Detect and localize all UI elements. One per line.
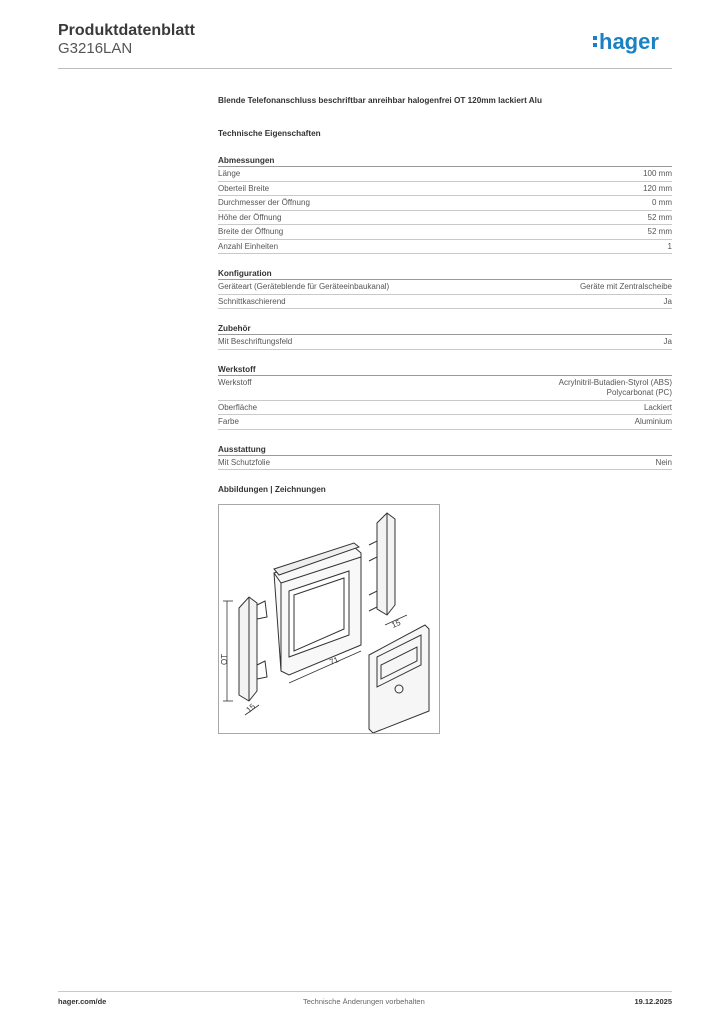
spec-section [218,156,672,254]
spec-row [218,456,672,471]
spec-label: Oberteil Breite [218,183,270,193]
spec-row [218,240,672,255]
section-title: Zubehör [218,324,672,335]
spec-value-line: Acrylnitril-Butadien-Styrol (ABS) [558,377,672,387]
spec-value: 100 mm [643,169,672,178]
spec-value: 52 mm [647,212,672,222]
section-title: Konfiguration [218,269,672,280]
spec-row [218,280,672,295]
page-title: Produktdatenblatt [58,22,195,39]
spec-label: Anzahl Einheiten [218,241,279,251]
spec-value: Ja [663,337,672,346]
spec-label: Breite der Öffnung [218,227,284,236]
spec-value: 120 mm [643,183,672,193]
spec-row [218,295,672,310]
spec-value: Geräte mit Zentralscheibe [579,282,672,291]
dimension-15-bottom: 15 [244,701,258,715]
spec-row [218,167,672,182]
technical-drawing [218,504,440,734]
spec-value [559,378,672,400]
spec-row [218,376,672,401]
spec-row [218,401,672,416]
footer-website[interactable]: hager.com/de [58,997,107,1006]
tech-properties-heading: Technische Eigenschaften [218,129,321,138]
dimension-ot: OT [220,653,229,665]
spec-value-line: Polycarbonat (PC) [606,387,672,397]
datasheet-content [218,96,672,497]
dimension-15-right: 15 [390,617,402,630]
spec-label: Farbe [218,417,239,426]
spec-value: Aluminium [634,417,672,426]
hager-logo [593,28,675,56]
dimension-71: 71 [328,654,340,667]
product-description: Blende Telefonanschluss beschriftbar anreihbar halogenfrei OT 120mm lackiert Alu [218,96,542,105]
section-title: Abmessungen [218,156,672,167]
spec-value: 0 mm [652,198,672,207]
spec-label: Mit Schutzfolie [218,457,271,467]
spec-row [218,182,672,197]
spec-sections [218,156,672,470]
spec-label: Geräteart (Geräteblende für Geräteeinbaukanal) [218,282,390,291]
spec-label: Höhe der Öffnung [218,212,282,222]
header-divider [58,68,672,69]
spec-section [218,365,672,430]
footer-date: 19.12.2025 [634,997,672,1006]
spec-value: 1 [667,241,672,251]
spec-row [218,415,672,430]
spec-value: Ja [663,296,672,306]
section-title: Werkstoff [218,365,672,376]
spec-row [218,225,672,240]
spec-row [218,335,672,350]
spec-label: Durchmesser der Öffnung [218,198,310,207]
footer-notice: Technische Änderungen vorbehalten [303,997,425,1006]
drawing-svg [219,505,439,733]
section-title: Ausstattung [218,445,672,456]
spec-section [218,445,672,471]
spec-value: Lackiert [643,402,672,412]
spec-section [218,269,672,309]
spec-row [218,211,672,226]
spec-label: Mit Beschriftungsfeld [218,337,293,346]
spec-label: Oberfläche [218,402,258,412]
spec-label: Länge [218,169,241,178]
spec-label: Schnittkaschierend [218,296,286,306]
figures-heading: Abbildungen | Zeichnungen [218,485,326,494]
svg-text:hager: hager [599,29,659,54]
spec-value: Nein [655,457,672,467]
footer-divider [58,991,672,992]
spec-row [218,196,672,211]
article-number: G3216LAN [58,40,133,57]
spec-label: Werkstoff [218,377,252,387]
spec-value: 52 mm [647,227,672,236]
spec-section [218,324,672,350]
